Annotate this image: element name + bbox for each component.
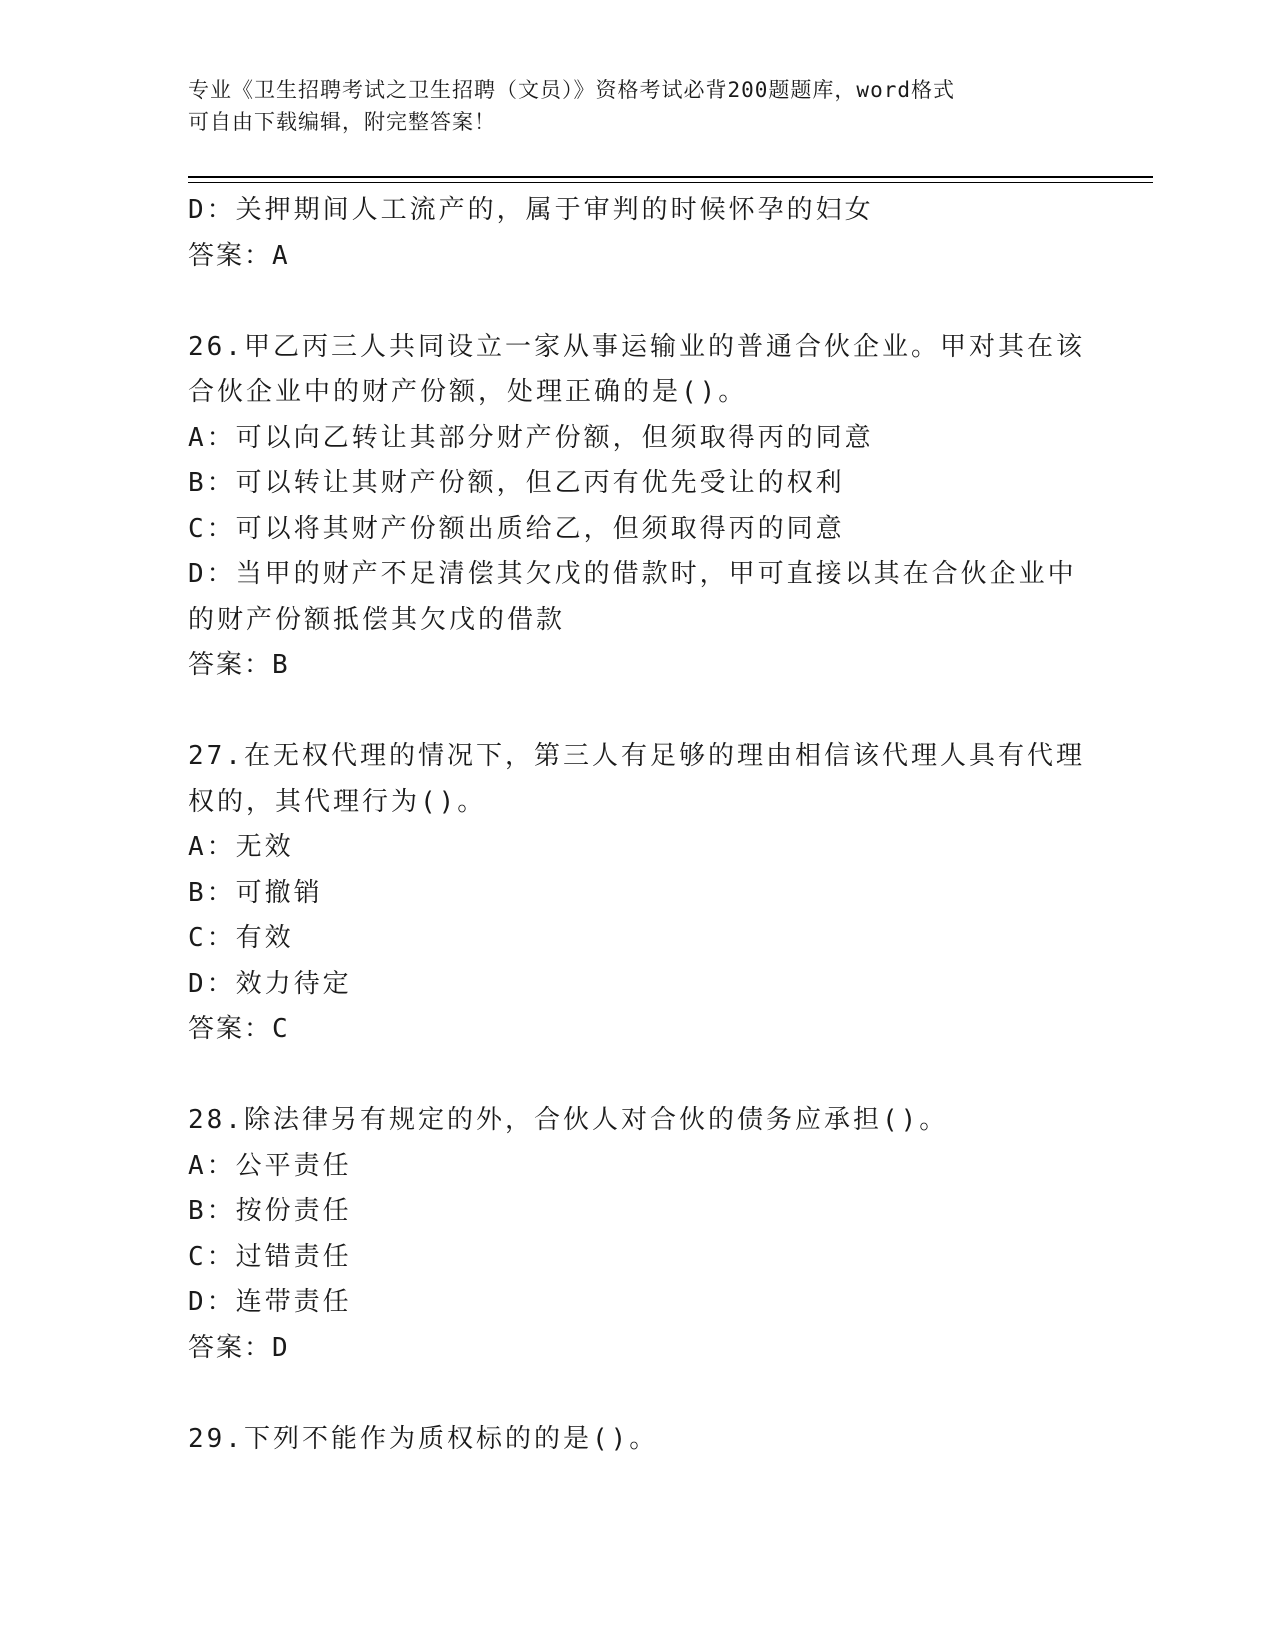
spacer [188,689,1088,735]
question-block-25 [188,188,1088,279]
question-stem: 26.甲乙丙三人共同设立一家从事运输业的普通合伙企业。甲对其在该 [188,331,1085,362]
spacer [188,279,1088,325]
document-body [188,188,1088,1462]
option-b: B：可以转让其财产份额，但乙丙有优先受让的权利 [188,468,845,498]
document-header [188,74,1088,138]
question-block-27 [188,734,1088,1053]
question-stem: 28.除法律另有规定的外，合伙人对合伙的债务应承担()。 [188,1105,949,1135]
option-a: A：无效 [188,832,294,862]
option-c: C：可以将其财产份额出质给乙，但须取得丙的同意 [188,513,845,544]
question-block-26 [188,325,1088,689]
option-d: D：当甲的财产不足清偿其欠戊的借款时，甲可直接以其在合伙企业中 [188,559,1077,589]
option-a: A：公平责任 [188,1150,352,1181]
question-stem-continued: 合伙企业中的财产份额，处理正确的是()。 [188,377,748,407]
spacer [188,1053,1088,1099]
option-d-continued: 的财产份额抵偿其欠戊的借款 [188,604,566,635]
option-c: C：过错责任 [188,1241,352,1272]
header-divider-thick [188,176,1153,178]
answer-line: 答案：D [188,1332,290,1363]
option-d: D：关押期间人工流产的，属于审判的时候怀孕的妇女 [188,195,874,225]
question-stem: 29.下列不能作为质权标的的是()。 [188,1423,659,1454]
option-b: B：可撤销 [188,877,323,908]
header-title-line-1: 专业《卫生招聘考试之卫生招聘（文员）》资格考试必背200题题库，word格式 [188,78,955,102]
question-block-28 [188,1098,1088,1371]
option-a: A：可以向乙转让其部分财产份额，但须取得丙的同意 [188,422,874,453]
question-stem-continued: 权的，其代理行为()。 [188,786,487,817]
header-title-line-2: 可自由下载编辑，附完整答案！ [188,110,496,134]
answer-line: 答案：B [188,650,290,680]
question-block-29 [188,1417,1088,1463]
spacer [188,1371,1088,1417]
option-b: B：按份责任 [188,1196,352,1226]
header-divider-thin [188,182,1153,183]
option-d: D：连带责任 [188,1287,352,1317]
answer-line: 答案：A [188,240,290,271]
question-stem: 27.在无权代理的情况下，第三人有足够的理由相信该代理人具有代理 [188,741,1085,771]
option-d: D：效力待定 [188,968,352,999]
option-c: C：有效 [188,923,294,953]
answer-line: 答案：C [188,1014,290,1044]
